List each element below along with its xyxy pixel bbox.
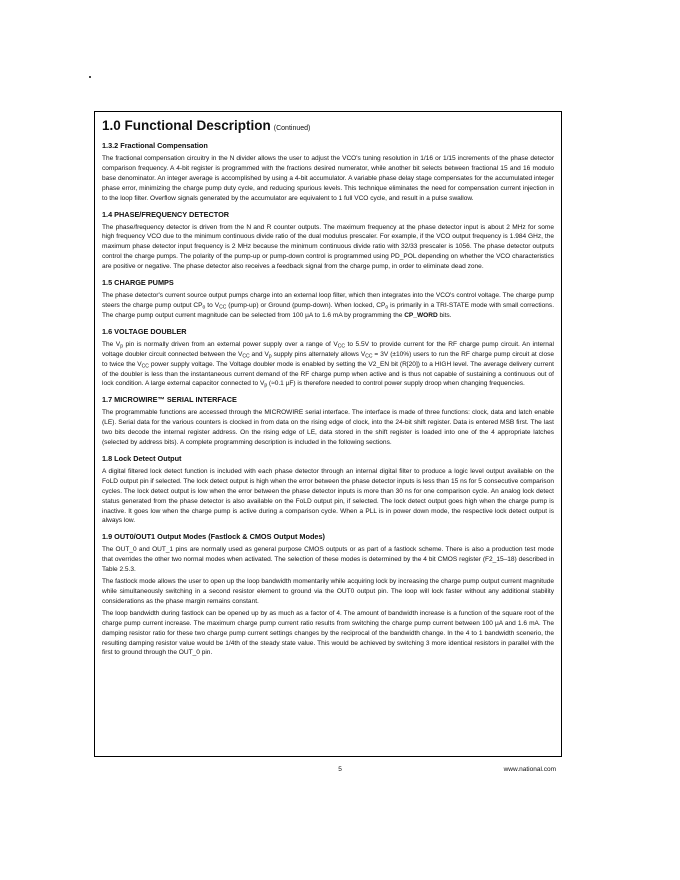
text-run: supply pins alternately allows V [271,350,366,358]
section-body-1-6 [102,340,554,390]
text-run: (≈0.1 µF) is therefore needed to control power supply droop when changing frequencies. [267,380,525,388]
text-run: The phase detector's current source output pumps charge into an external loop filter, which then integrates into the VCO's control voltage. The charge pump steers the charge pump output CP [102,292,554,309]
subscript: p [264,382,268,389]
text-run: pin is normally driven from an external power supply over a range of V [122,340,338,348]
section-heading-1-3-2: 1.3.2 Fractional Compensation [102,141,208,150]
text-run: The V [102,340,121,348]
section-body-1-9-p3: The loop bandwidth during fastlock can be opened up by as much as a factor of 4. The amount of bandwidth increase is a function of the square root of the charge pump current increase. The maximum charge pump current ratio results from switching the charge pump current between 100 µA and 1.6 mA. The damping resistor ratio for these two charge pump current settings changes by the reciprocal of the bandwidth change. In the 4 to 1 bandwidth scenerio, the resulting damping resistor value would be 1/4th of the steady state value. This would be achieved by switching 3 more identical resistors in parallel with the first to ground through the OUT_0 pin. [102,609,554,657]
text-run: = 3V (±10%) users to run the RF charge pump circuit at close to twice the V [102,350,555,368]
stray-dot [89,76,91,78]
page-number: 5 [338,766,342,773]
page-title [102,118,554,136]
page-title-main: 1.0 Functional Description [102,118,271,133]
subscript: p [268,353,272,360]
content-frame [94,111,562,757]
section-heading-1-6: 1.6 VOLTAGE DOUBLER [102,326,187,336]
subscript: o [202,304,206,311]
section-heading-1-9: 1.9 OUT0/OUT1 Output Modes (Fastlock & CMOS Output Modes) [102,532,325,542]
section-body-1-8: A digital filtered lock detect function is included with each phase detector through an internal digital filter to produce a logic level output available on the FoLD output pin if selected. The lock detect output is high when the error between the phase detector inputs is less than 15 ns for 5 consecutive comparison cycles. The lock detect output is low when the error between the phase detector inputs is more than 30 ns for one comparison cycle. An analog lock detect status generated from the phase detector is also available on the FoLD output pin, if selected. The lock detect output goes high when the charge pump is inactive. It goes low when the charge pump is active during a comparison cycle. When a PLL is in power down mode, the respective lock detect output is always low. [102,467,554,525]
text-run: and V [249,350,269,358]
section-body-1-5 [102,291,554,321]
section-body-1-3-2: The fractional compensation circuitry in the N divider allows the user to adjust the VCO's tuning resolution in 1/16 or 1/15 increments of the phase detector comparison frequency. A 4-bit register is programmed with the fractions desired numerator, while another bit selects between fractional 15 and 16 modulo base denominator. An integer average is accomplished by using a 4-bit accumulator. A variable phase delay stage compensates for the accumulated integer phase error, minimizing the charge pump duty cycle, and reducing spurious levels. This technique eliminates the need for compensation current injection in to the loop filter. Overflow signals generated by the accumulator are equivalent to 1 full VCO cycle, and result in a pulse swallow. [102,155,554,202]
section-body-1-7: The programmable functions are accessed through the MICROWIRE serial interface. The interface is made of three functions: clock, data and latch enable (LE). Serial data for the various counters is clocked in from data on the rising edge of clock, into the 24-bit shift register. Data is entered MSB first. The last two bits decode the internal register address. On the rising edge of LE, data stored in the shift register is loaded into one of the 4 appropriate latches (selected by address bits). A complete programming description is included in the following sections. [102,409,554,447]
subscript: CC [365,353,373,360]
subscript: CC [141,363,149,370]
subscript: CC [337,343,346,350]
text-run: (pump-up) or Ground (pump-down). When locked, CP [226,301,386,309]
section-body-1-4: The phase/frequency detector is driven from the N and R counter outputs. The maximum frequency at the phase detector input is about 2 MHz for some high frequency VCO due to the minimum continuous divide ratio of the dual modulus prescaler. For example, if the VCO output frequency is 1.984 GHz, the maximum phase detector input frequency is 2 MHz because the minimum continuous divide ratio with 32/33 prescaler is 1056. The phase detector outputs control the charge pumps. The polarity of the pump-up or pump-down control is programmed using PD_POL depending on whether the VCO characteristics are positive or negative. The phase detector also receives a feedback signal from the charge pump, in order to eliminate dead zone. [102,223,554,271]
subscript: p [120,343,123,350]
section-heading-1-8: 1.8 Lock Detect Output [102,453,182,463]
text-run: power supply voltage. The Voltage doubler mode is enabled by setting the V2_EN bit (R[20]) to a HIGH level. The average delivery current of the doubler is less than the instantaneous current demand of the RF charge pump when active and is thus not capable of sustaining a continuous out of lock condition. A large external capacitor connected to V [102,360,554,388]
text-run: to V [205,301,220,309]
section-body-1-9-p1: The OUT_0 and OUT_1 pins are normally used as general purpose CMOS outputs or as part of a fastlock scheme. There is also a production test mode that overrides the other two normal modes when activated. The selection of these modes is determined by the 4 bit CMOS register (F2_15–18) described in Table 2.5.3. [102,546,554,574]
section-heading-1-7: 1.7 MICROWIRE™ SERIAL INTERFACE [102,395,237,405]
subscript: o [385,304,389,311]
subscript: CC [242,353,250,360]
text-run: to 5.5V to provide current for the RF charge pump circuit. An internal voltage doubler circuit connected between the V [102,340,555,358]
section-heading-1-4: 1.4 PHASE/FREQUENCY DETECTOR [102,209,230,219]
subscript: CC [219,304,227,311]
text-run: is primarily in a TRI-STATE mode with small corrections. The charge pump output current magnitude can be selected from 100 µA to 1.6 mA by programming the [102,301,555,319]
section-body-1-9-p2: The fastlock mode allows the user to open up the loop bandwidth momentarily while acquiring lock by increasing the charge pump output current magnitude while simultaneously switching in a second resistor element to ground via the OUT0 output pin. The loop will lock faster without any additional stability considerations as the phase margin remains constant. [102,578,554,605]
section-heading-1-5: 1.5 CHARGE PUMPS [102,278,174,288]
text-run: bits. [437,311,452,319]
footer-url: www.national.com [503,766,556,773]
page-title-continued: (Continued) [273,125,311,132]
cp-word-bold: CP_WORD [404,311,438,319]
